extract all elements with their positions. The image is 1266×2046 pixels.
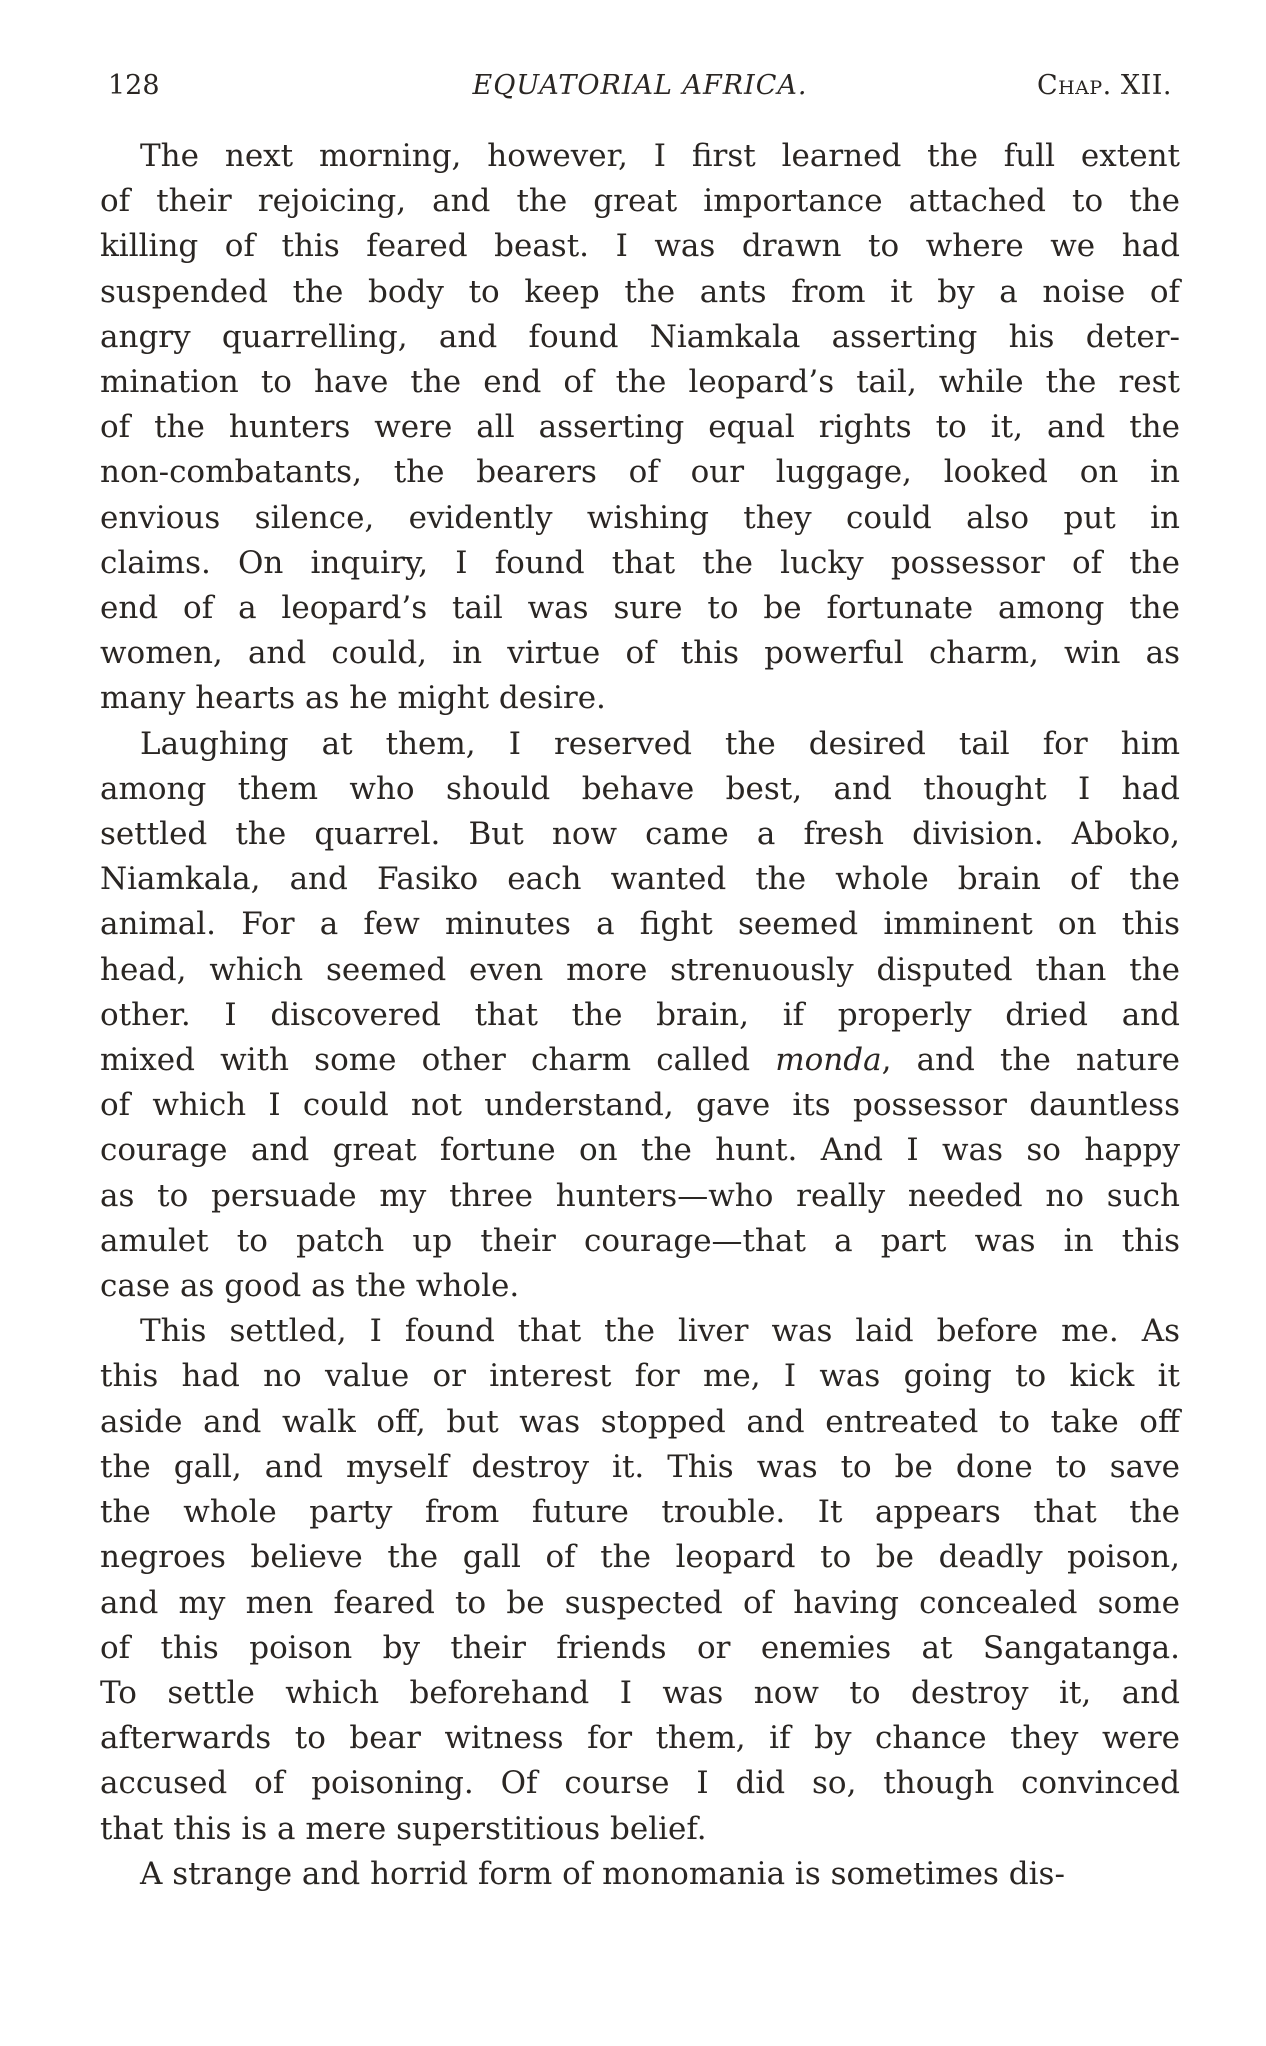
text-line: the gall, and myself destroy it. This was to be done to save (100, 1448, 1180, 1485)
text-line: Niamkala, and Fasiko each wanted the whole brain of the (100, 861, 1180, 898)
text-line: killing of this feared beast. I was drawn to where we had (100, 228, 1180, 265)
text-line: courage and great fortune on the hunt. And I was so happy (100, 1132, 1180, 1169)
text-line: A strange and horrid form of monomania is sometimes dis- (140, 1855, 1065, 1892)
running-title: EQUATORIAL AFRICA. (472, 70, 808, 101)
text-line: and my men feared to be suspected of having concealed some (100, 1584, 1180, 1621)
chapter-label: Chap. XII. (1036, 70, 1172, 101)
text-line: case as good as the whole. (100, 1268, 520, 1305)
text-line: of their rejoicing, and the great importance attached to the (100, 183, 1180, 220)
text-line: mination to have the end of the leopard’s tail, while the rest (100, 364, 1180, 401)
text-line: accused of poisoning. Of course I did so, though convinced (100, 1765, 1180, 1802)
paragraph (100, 722, 1180, 1310)
text-line: To settle which beforehand I was now to destroy it, and (100, 1674, 1180, 1711)
text-line: end of a leopard’s tail was sure to be fortunate among the (100, 590, 1180, 627)
text-line: as to persuade my three hunters—who really needed no such (100, 1177, 1180, 1214)
text-line: amulet to patch up their courage—that a part was in this (100, 1222, 1180, 1259)
text-line: Laughing at them, I reserved the desired tail for him (140, 725, 1180, 762)
text-line: the whole party from future trouble. It appears that the (100, 1494, 1180, 1531)
text-line: other. I discovered that the brain, if properly dried and (100, 996, 1180, 1033)
text-line: non-combatants, the bearers of our luggage, looked on in (100, 454, 1180, 491)
page-body (100, 134, 1180, 1897)
paragraph (100, 1309, 1180, 1851)
text-line: angry quarrelling, and found Niamkala asserting his deter- (100, 318, 1180, 355)
text-line: settled the quarrel. But now came a fresh division. Aboko, (100, 816, 1180, 853)
text-line: suspended the body to keep the ants from it by a noise of (100, 273, 1180, 310)
text-line: negroes believe the gall of the leopard to be deadly poison, (100, 1539, 1180, 1576)
text-line: afterwards to bear witness for them, if by chance they were (100, 1720, 1180, 1757)
running-head (100, 60, 1180, 112)
text-line: The next morning, however, I first learned the full extent (140, 138, 1180, 174)
text-line: mixed with some other charm called monda, and the nature (100, 1042, 1181, 1079)
text-line: of the hunters were all asserting equal rights to it, and the (100, 409, 1180, 446)
text-line: envious silence, evidently wishing they could also put in (100, 499, 1180, 536)
text-line: this had no value or interest for me, I was going to kick it (100, 1358, 1180, 1395)
text-line: many hearts as he might desire. (100, 680, 606, 717)
text-line: This settled, I found that the liver was laid before me. As (140, 1313, 1180, 1350)
text-line: head, which seemed even more strenuously disputed than the (100, 951, 1180, 988)
page-number: 128 (108, 70, 160, 101)
book-page (100, 60, 1180, 1897)
text-line: among them who should behave best, and thought I had (100, 770, 1180, 807)
text-line: aside and walk off, but was stopped and entreated to take off (100, 1403, 1180, 1440)
text-line: animal. For a few minutes a fight seemed imminent on this (100, 906, 1180, 943)
text-line: claims. On inquiry, I found that the lucky possessor of the (100, 544, 1180, 581)
text-line: of this poison by their friends or enemies at Sangatanga. (100, 1629, 1180, 1666)
text-line: women, and could, in virtue of this powerful charm, win as (100, 635, 1180, 672)
text-line: of which I could not understand, gave its possessor dauntless (100, 1087, 1180, 1124)
paragraph (100, 134, 1180, 722)
text-line: that this is a mere superstitious belief. (100, 1810, 707, 1847)
paragraph (100, 1852, 1180, 1897)
